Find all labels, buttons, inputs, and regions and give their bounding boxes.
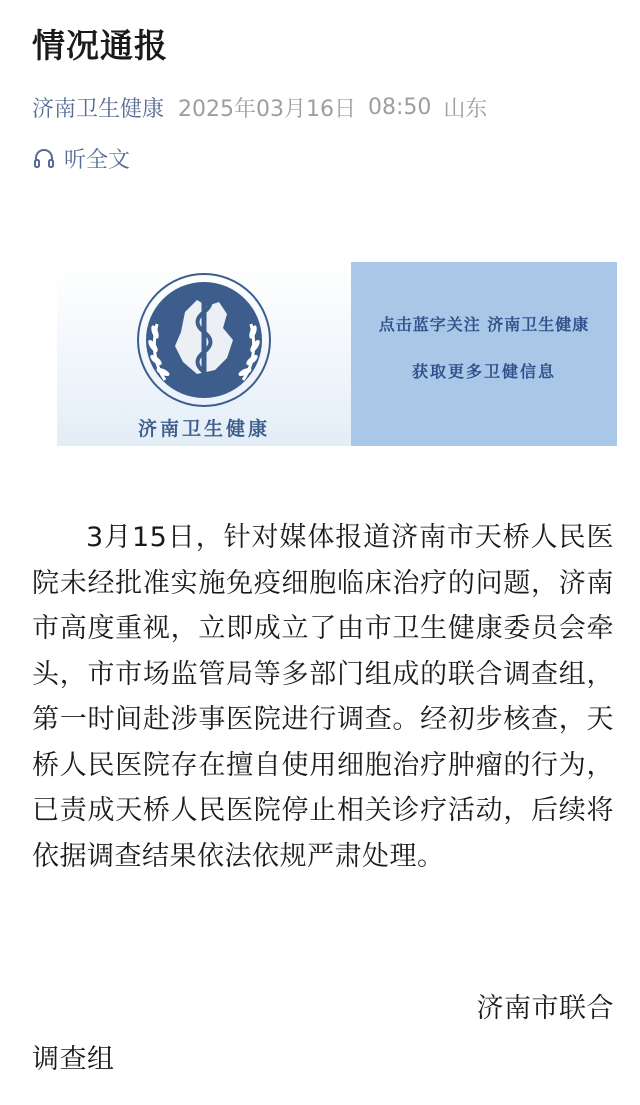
more-info-prompt: 获取更多卫健信息 xyxy=(411,362,556,381)
signature-line-2: 调查组 xyxy=(32,1044,115,1075)
health-emblem-icon xyxy=(57,262,351,412)
publish-time: 08:50 xyxy=(368,94,432,120)
article-title: 情况通报 xyxy=(32,26,168,65)
article-paragraph: 3月15日，针对媒体报道济南市天桥人民医院未经批准实施免疫细胞临床治疗的问题，济南市高度重视，立即成立了由市卫生健康委员会牵头，市市场监管局等多部门组成的联合调查组，第一时间赴涉事医院进行调查。经初步核查，天桥人民医院存在擅自使用细胞治疗肿瘤的行为，已责成天桥人民医院停止相关诊疗活动，后续将依据调查结果依法依规严肃处理。 xyxy=(32,522,614,872)
article-meta xyxy=(32,90,487,124)
publish-date: 2025年03月16日 xyxy=(178,96,356,122)
banner-org-name: 济南卫生健康 xyxy=(137,418,270,440)
follow-prompt: 点击蓝字关注 济南卫生健康 xyxy=(378,315,590,334)
publish-location: 山东 xyxy=(443,96,488,122)
banner-logo-panel xyxy=(57,262,351,446)
listen-full-text-button[interactable] xyxy=(32,142,130,174)
headphones-icon xyxy=(32,146,56,170)
follow-banner[interactable] xyxy=(57,262,617,446)
signature-line-1: 济南市联合 xyxy=(476,993,614,1024)
banner-follow-panel[interactable] xyxy=(351,262,617,446)
account-name-link[interactable]: 济南卫生健康 xyxy=(32,96,165,122)
listen-label: 听全文 xyxy=(64,147,131,173)
